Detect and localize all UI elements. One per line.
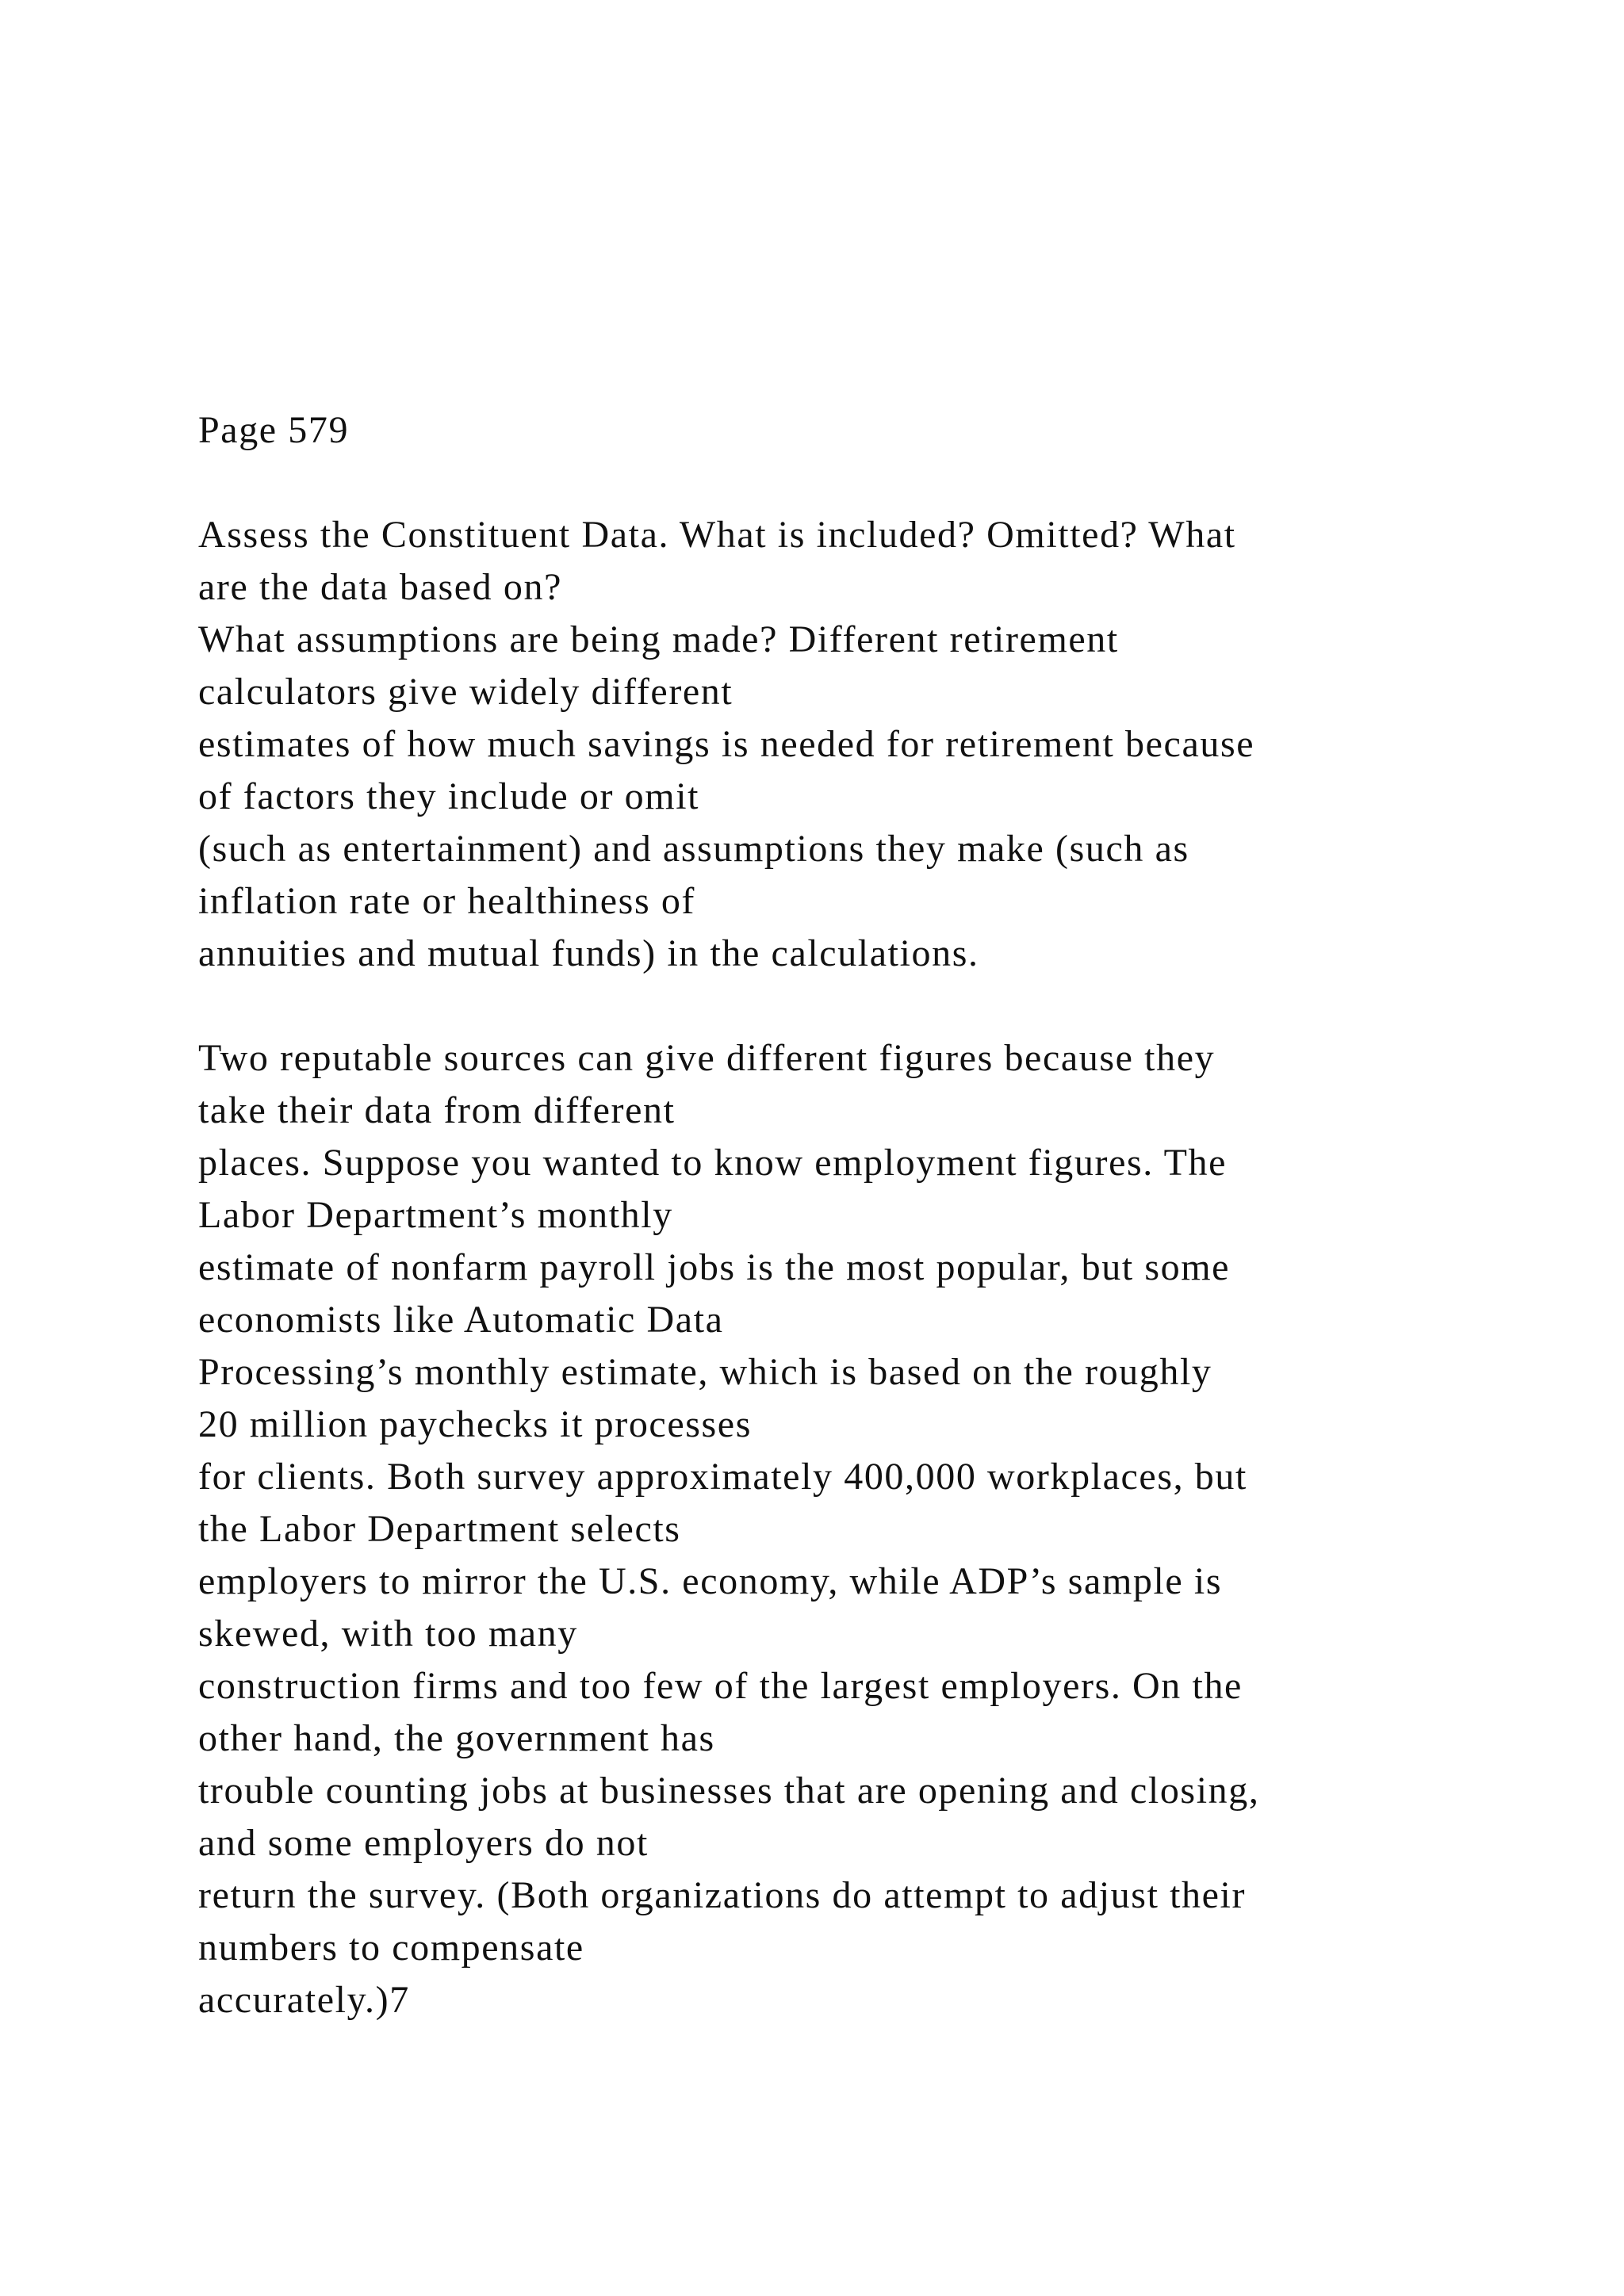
paragraph-1 bbox=[198, 509, 1546, 980]
text-line: (such as entertainment) and assumptions they make (such as bbox=[198, 828, 1189, 870]
text-line: take their data from different bbox=[198, 1089, 676, 1131]
text-line: and some employers do not bbox=[198, 1822, 649, 1864]
text-line: construction firms and too few of the largest employers. On the bbox=[198, 1665, 1243, 1707]
document-body bbox=[198, 404, 1546, 2026]
text-line: are the data based on? bbox=[198, 566, 562, 608]
text-line: employers to mirror the U.S. economy, while ADP’s sample is bbox=[198, 1560, 1223, 1602]
page-label: Page 579 bbox=[198, 409, 350, 451]
text-line: calculators give widely different bbox=[198, 671, 733, 713]
blank-line bbox=[198, 457, 1546, 509]
text-line: Labor Department’s monthly bbox=[198, 1194, 673, 1236]
text-line: accurately.)7 bbox=[198, 1979, 410, 2021]
text-line: estimate of nonfarm payroll jobs is the most popular, but some bbox=[198, 1246, 1231, 1288]
text-line: other hand, the government has bbox=[198, 1717, 715, 1759]
text-line: return the survey. (Both organizations do attempt to adjust their bbox=[198, 1874, 1247, 1916]
paragraph-2 bbox=[198, 1032, 1546, 2026]
text-line: economists like Automatic Data bbox=[198, 1299, 724, 1341]
text-line: Assess the Constituent Data. What is included? Omitted? What bbox=[198, 514, 1236, 556]
text-line: Processing’s monthly estimate, which is based on the roughly bbox=[198, 1351, 1212, 1393]
blank-line bbox=[198, 980, 1546, 1032]
text-line: trouble counting jobs at businesses that are opening and closing, bbox=[198, 1770, 1260, 1812]
text-line: annuities and mutual funds) in the calculations. bbox=[198, 932, 979, 974]
text-line: Two reputable sources can give different figures because they bbox=[198, 1037, 1216, 1079]
text-line: What assumptions are being made? Different retirement bbox=[198, 618, 1119, 660]
text-line: skewed, with too many bbox=[198, 1613, 578, 1655]
text-line: numbers to compensate bbox=[198, 1927, 584, 1969]
text-line: of factors they include or omit bbox=[198, 775, 700, 817]
text-line: estimates of how much savings is needed for retirement because bbox=[198, 723, 1255, 765]
text-line: for clients. Both survey approximately 400,000 workplaces, but bbox=[198, 1456, 1247, 1498]
text-line: 20 million paychecks it processes bbox=[198, 1403, 752, 1445]
text-line: the Labor Department selects bbox=[198, 1508, 681, 1550]
text-line: inflation rate or healthiness of bbox=[198, 880, 696, 922]
text-line: places. Suppose you wanted to know employment figures. The bbox=[198, 1142, 1228, 1184]
